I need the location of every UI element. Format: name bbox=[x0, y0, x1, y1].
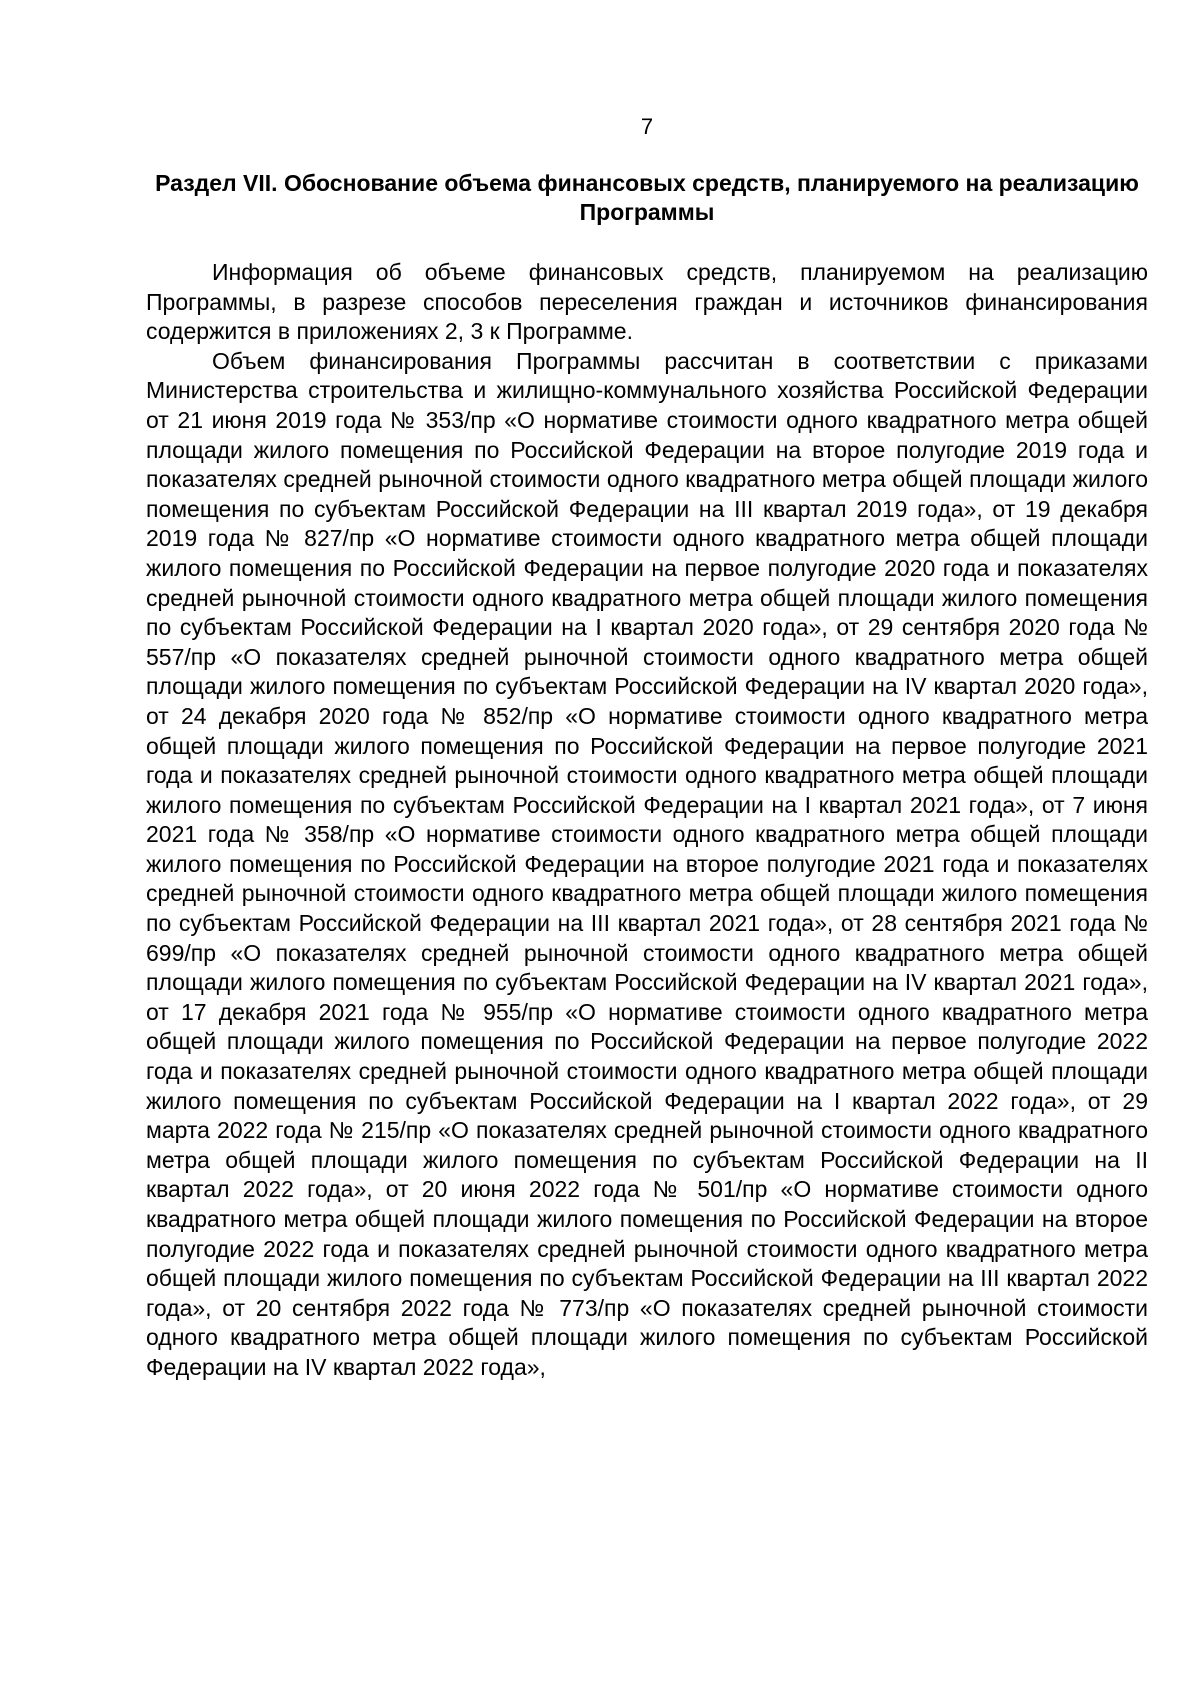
page-number: 7 bbox=[640, 114, 654, 139]
document-body bbox=[146, 258, 1148, 1383]
paragraph-financing-info: Информация об объеме финансовых средств, планируемом на реализацию Программы, в разрезе способов переселения граждан и источников финансирования содержится в приложениях 2, 3 к Программе. bbox=[146, 259, 1148, 345]
paragraph-financing-calculation: Объем финансирования Программы рассчитан в соответствии с приказами Министерства строительства и жилищно-коммунального хозяйства Российской Федерации от 21 июня 2019 года № 353/пр «О нормативе стоимости одного квадратного метра общей площади жилого помещения по Российской Федерации на второе полугодие 2019 года и показателях средней рыночной стоимости одного квадратного метра общей площади жилого помещения по субъектам Российской Федерации на III квартал 2019 года», от 19 декабря 2019 года № 827/пр «О нормативе стоимости одного квадратного метра общей площади жилого помещения по Российской Федерации на первое полугодие 2020 года и показателях средней рыночной стоимости одного квадратного метра общей площади жилого помещения по субъектам Российской Федерации на I квартал 2020 года», от 29 сентября 2020 года № 557/пр «О показателях средней рыночной стоимости одного квадратного метра общей площади жилого помещения по субъектам Российской Федерации на IV квартал 2020 года», от 24 декабря 2020 года № 852/пр «О нормативе стоимости одного квадратного метра общей площади жилого помещения по Российской Федерации на первое полугодие 2021 года и показателях средней рыночной стоимости одного квадратного метра общей площади жилого помещения по субъектам Российской Федерации на I квартал 2021 года», от 7 июня 2021 года № 358/пр «О нормативе стоимости одного квадратного метра общей площади жилого помещения по Российской Федерации на второе полугодие 2021 года и показателях средней рыночной стоимости одного квадратного метра общей площади жилого помещения по субъектам Российской Федерации на III квартал 2021 года», от 28 сентября 2021 года № 699/пр «О показателях средней рыночной стоимости одного квадратного метра общей площади жилого помещения по субъектам Российской Федерации на IV квартал 2021 года», от 17 декабря 2021 года № 955/пр «О нормативе стоимости одного квадратного метра общей площади жилого помещения по Российской Федерации на первое полугодие 2022 года и показателях средней рыночной стоимости одного квадратного метра общей площади жилого помещения по субъектам Российской Федерации на I квартал 2022 года», от 29 марта 2022 года № 215/пр «О показателях средней рыночной стоимости одного квадратного метра общей площади жилого помещения по субъектам Российской Федерации на II квартал 2022 года», от 20 июня 2022 года № 501/пр «О нормативе стоимости одного квадратного метра общей площади жилого помещения по Российской Федерации на второе полугодие 2022 года и показателях средней рыночной стоимости одного квадратного метра общей площади жилого помещения по субъектам Российской Федерации на III квартал 2022 года», от 20 сентября 2022 года № 773/пр «О показателях средней рыночной стоимости одного квадратного метра общей площади жилого помещения по субъектам Российской Федерации на IV квартал 2022 года», bbox=[146, 347, 1148, 1380]
section-title: Раздел VII. Обоснование объема финансовых средств, планируемого на реализацию Программы bbox=[155, 170, 1139, 225]
document-page bbox=[146, 0, 1148, 1698]
